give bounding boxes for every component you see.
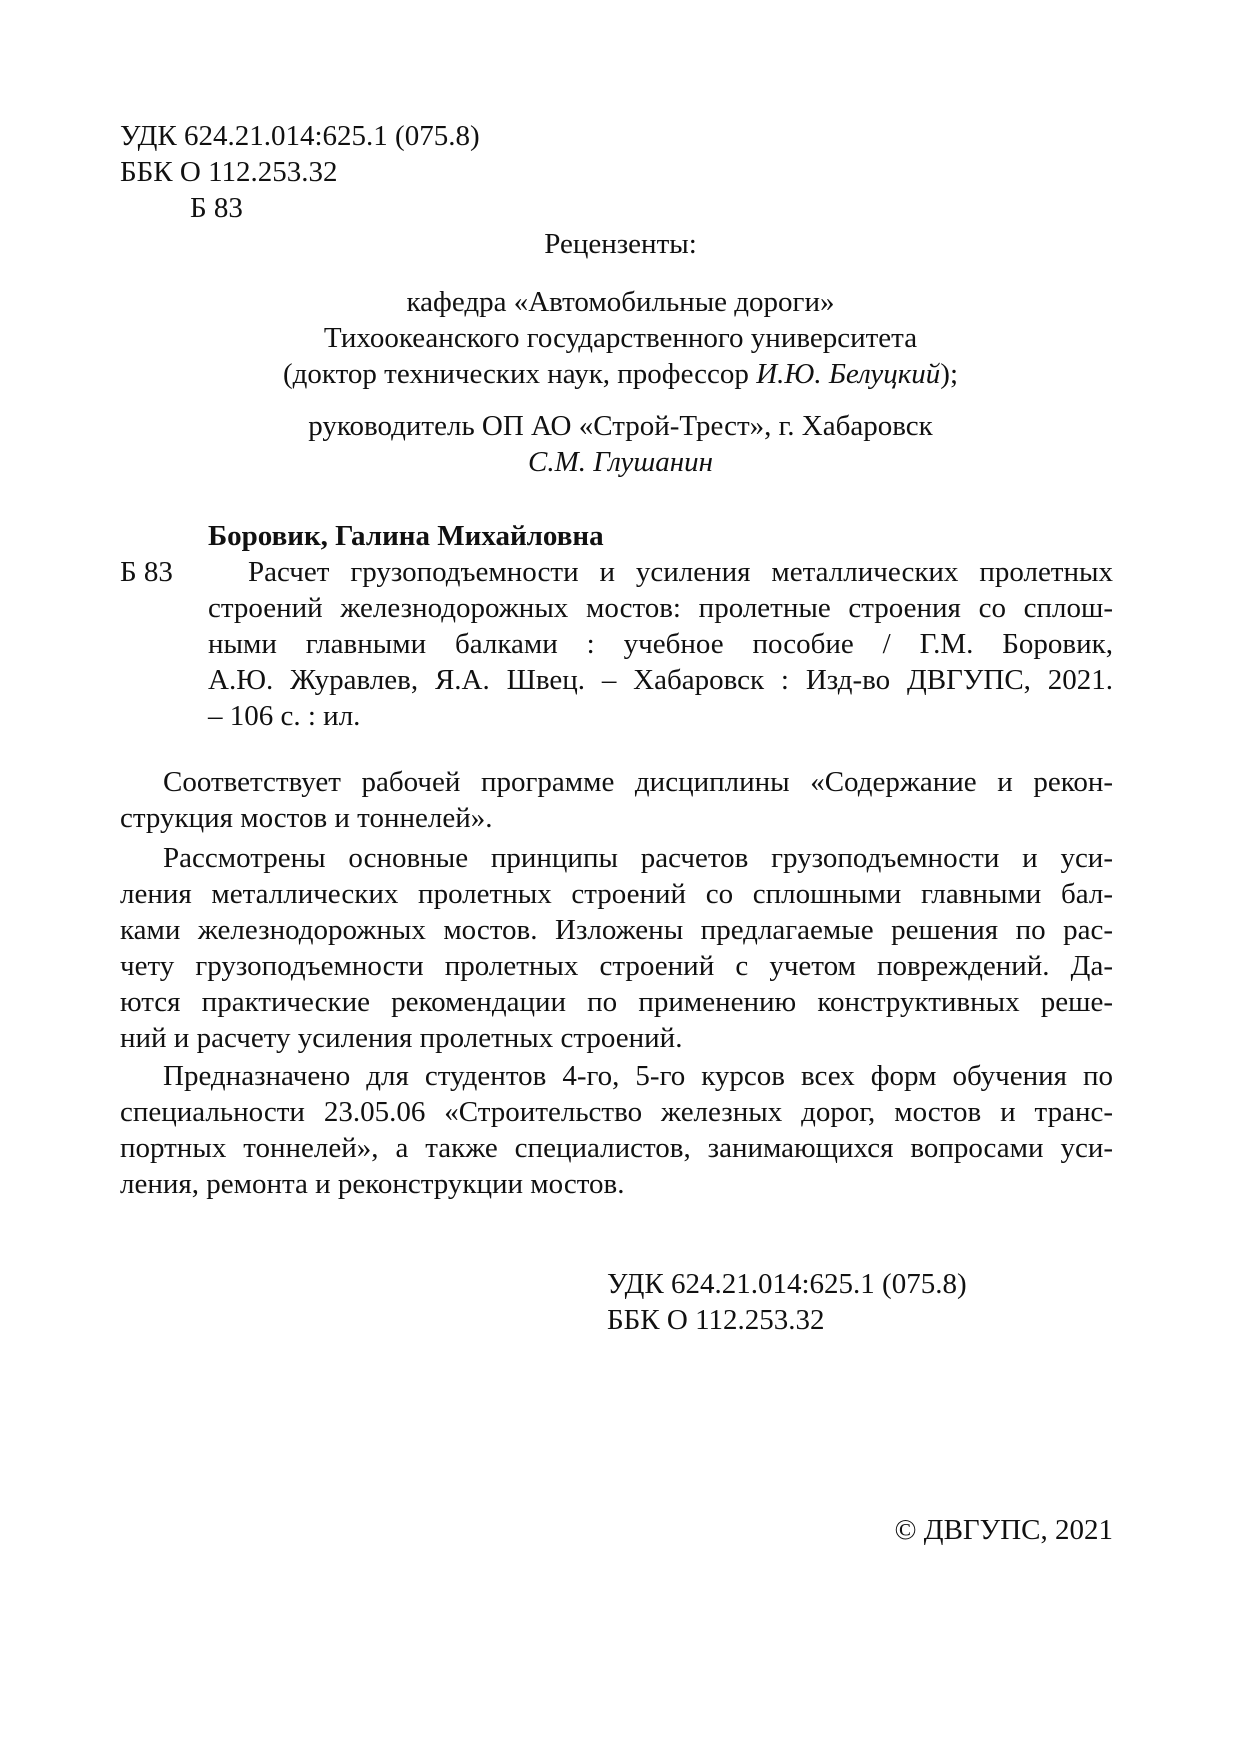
copyright: © ДВГУПС, 2021 [894, 1514, 1113, 1546]
book-line: – 106 с. : ил. [208, 700, 361, 732]
annotation-line: ления металлических пролетных строений со сплошными главными бал- [120, 878, 1113, 910]
annotation-p2 [120, 840, 1113, 1056]
annotation-line: ками железнодорожных мостов. Изложены предлагаемые решения по рас- [120, 914, 1113, 946]
reviewer-1-name: И.Ю. Белуцкий [756, 358, 941, 390]
reviewer-1-line1: кафедра «Автомобильные дороги» [406, 286, 835, 318]
book-line: строений железнодорожных мостов: пролетные строения со сплош- [208, 592, 1113, 624]
book-author: Боровик, Галина Михайловна [208, 520, 604, 552]
annotation-line: ний и расчету усиления пролетных строений. [120, 1022, 683, 1054]
reviewers-title: Рецензенты: [544, 228, 697, 260]
reviewer-1-line3 [0, 356, 1241, 392]
annotation-p3 [120, 1058, 1113, 1202]
reviewer-2 [0, 408, 1241, 480]
book-code: Б 83 [120, 556, 173, 588]
book-line: А.Ю. Журавлев, Я.А. Швец. – Хабаровск : Изд-во ДВГУПС, 2021. [208, 664, 1113, 696]
annotation-line: портных тоннелей», а также специалистов, занимающихся вопросами уси- [120, 1132, 1113, 1164]
udk-header: УДК 624.21.014:625.1 (075.8) [120, 120, 480, 152]
udk-footer: УДК 624.21.014:625.1 (075.8) [607, 1268, 967, 1300]
annotation-line: струкция мостов и тоннелей». [120, 802, 493, 834]
annotation-p1 [120, 764, 1113, 836]
annotation-line: специальности 23.05.06 «Строительство железных дорог, мостов и транс- [120, 1096, 1113, 1128]
author-code-header: Б 83 [190, 192, 243, 224]
annotation-line: ления, ремонта и реконструкции мостов. [120, 1168, 625, 1200]
annotation-line: Предназначено для студентов 4-го, 5-го курсов всех форм обучения по [163, 1060, 1113, 1092]
reviewer-1 [0, 284, 1241, 392]
annotation-line: Соответствует рабочей программе дисциплины «Содержание и рекон- [163, 766, 1113, 798]
bbk-footer: ББК О 112.253.32 [607, 1304, 825, 1336]
reviewer-2-line1: руководитель ОП АО «Строй-Трест», г. Хабаровск [308, 410, 933, 442]
annotation-line: чету грузоподъемности пролетных строений с учетом повреждений. Да- [120, 950, 1113, 982]
book-description [208, 554, 1113, 734]
book-line: Расчет грузоподъемности и усиления металлических пролетных [248, 556, 1113, 588]
bbk-header: ББК О 112.253.32 [120, 156, 338, 188]
reviewer-2-name: С.М. Глушанин [527, 446, 713, 478]
reviewer-1-suffix: ); [940, 358, 958, 390]
reviewer-1-line2: Тихоокеанского государственного университета [323, 322, 918, 354]
annotation-line: Рассмотрены основные принципы расчетов грузоподъемности и уси- [163, 842, 1113, 874]
annotation-line: ются практические рекомендации по применению конструктивных реше- [120, 986, 1113, 1018]
reviewer-1-prefix: (доктор технических наук, профессор [283, 358, 757, 390]
book-line: ными главными балками : учебное пособие / Г.М. Боровик, [208, 628, 1113, 660]
